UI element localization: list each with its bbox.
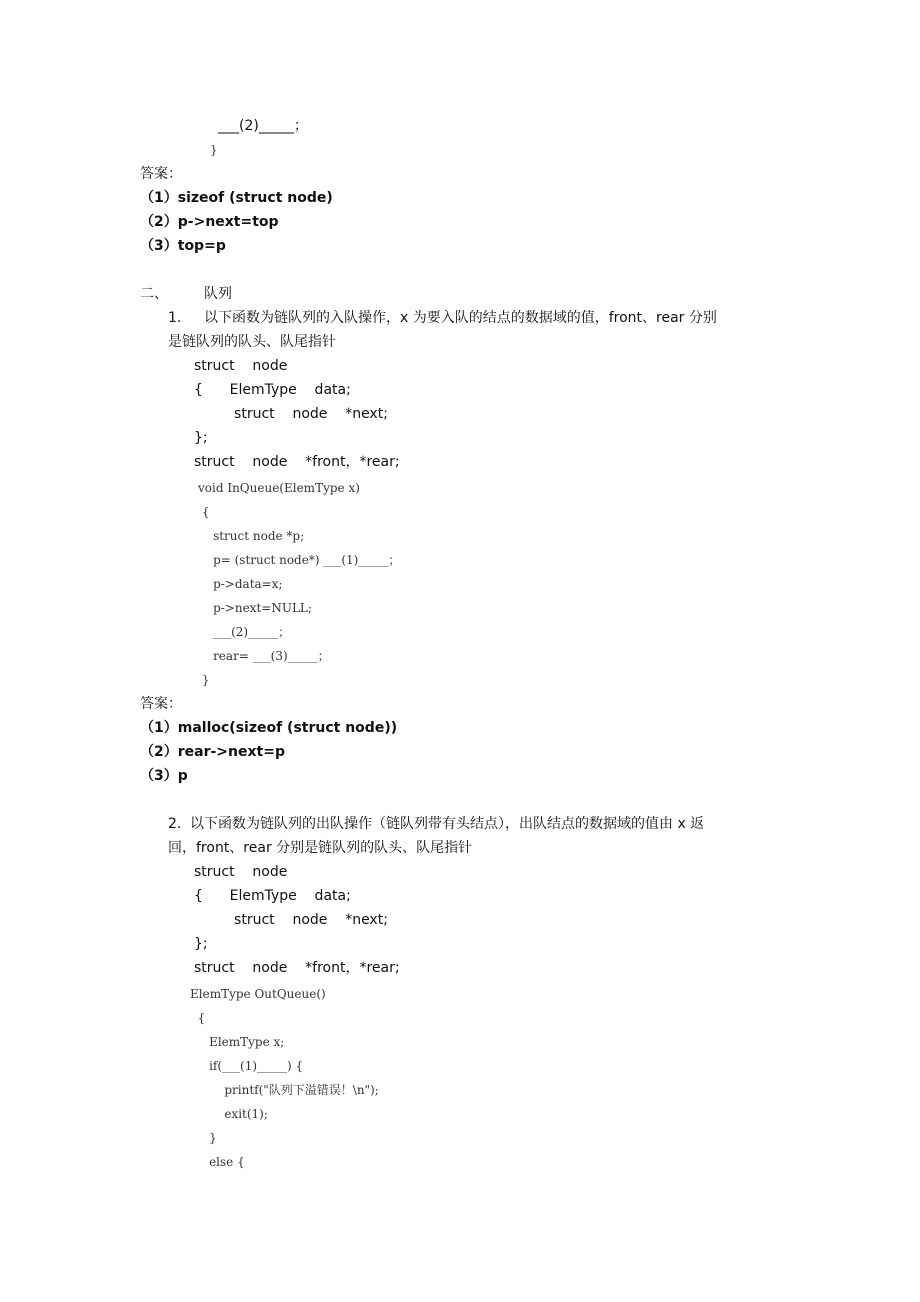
question-text: 回，front、rear 分别是链队列的队头、队尾指针 — [168, 840, 473, 856]
answer-item: （3）top=p — [140, 238, 226, 254]
code-line: ElemType x; — [190, 1035, 285, 1049]
answer-item: （2）rear->next=p — [140, 744, 285, 760]
code-line: p->data=x; — [194, 577, 283, 591]
section-title: 队列 — [204, 286, 232, 302]
code-line-blank2: ___(2)_____； — [218, 118, 308, 134]
code-line: p->next=NULL; — [194, 601, 312, 615]
code-line: struct node *next; — [194, 912, 388, 928]
code-line: ElemType OutQueue() — [190, 987, 326, 1001]
answer-item: （3）p — [140, 768, 188, 784]
code-line: p= (struct node*) ___(1)_____； — [194, 553, 401, 567]
code-line: } — [198, 673, 210, 687]
code-line: struct node — [194, 864, 288, 880]
code-line: printf("队列下溢错误！\n"); — [190, 1083, 379, 1097]
code-line: exit(1); — [190, 1107, 268, 1121]
question-text: 以下函数为链队列的入队操作，x 为要入队的结点的数据域的值，front、rear 分别 — [204, 310, 717, 326]
code-line: ___(2)_____； — [194, 625, 291, 639]
code-line: struct node — [194, 358, 288, 374]
answer-item: （2）p->next=top — [140, 214, 279, 230]
code-line: struct node *front，*rear; — [194, 960, 400, 976]
code-line: struct node *front，*rear; — [194, 454, 400, 470]
question-number: 1. — [168, 310, 182, 326]
answer-heading: 答案： — [140, 696, 182, 712]
answer-item: （1）sizeof (struct node) — [140, 190, 333, 206]
answer-item: （1）malloc(sizeof (struct node)) — [140, 720, 398, 736]
answer-heading: 答案： — [140, 166, 182, 182]
code-line: rear= ___(3)_____； — [194, 649, 330, 663]
question-text: 是链队列的队头、队尾指针 — [168, 334, 336, 350]
code-line: { — [198, 505, 210, 519]
code-close-brace: } — [210, 143, 218, 157]
question-text: 以下函数为链队列的出队操作（链队列带有头结点），出队结点的数据域的值由 x 返 — [190, 816, 705, 832]
code-line: { — [190, 1011, 206, 1025]
code-line: }; — [194, 430, 208, 446]
code-line: struct node *next; — [194, 406, 388, 422]
code-line: { ElemType data; — [194, 888, 351, 904]
code-line: void InQueue(ElemType x) — [198, 481, 360, 495]
code-line: if(___(1)_____) { — [190, 1059, 304, 1073]
section-number: 二、 — [140, 286, 168, 302]
code-line: struct node *p; — [194, 529, 305, 543]
code-line: else { — [190, 1155, 245, 1169]
code-line: } — [190, 1131, 217, 1145]
question-number: 2. — [168, 816, 182, 832]
code-line: { ElemType data; — [194, 382, 351, 398]
code-line: }; — [194, 936, 208, 952]
